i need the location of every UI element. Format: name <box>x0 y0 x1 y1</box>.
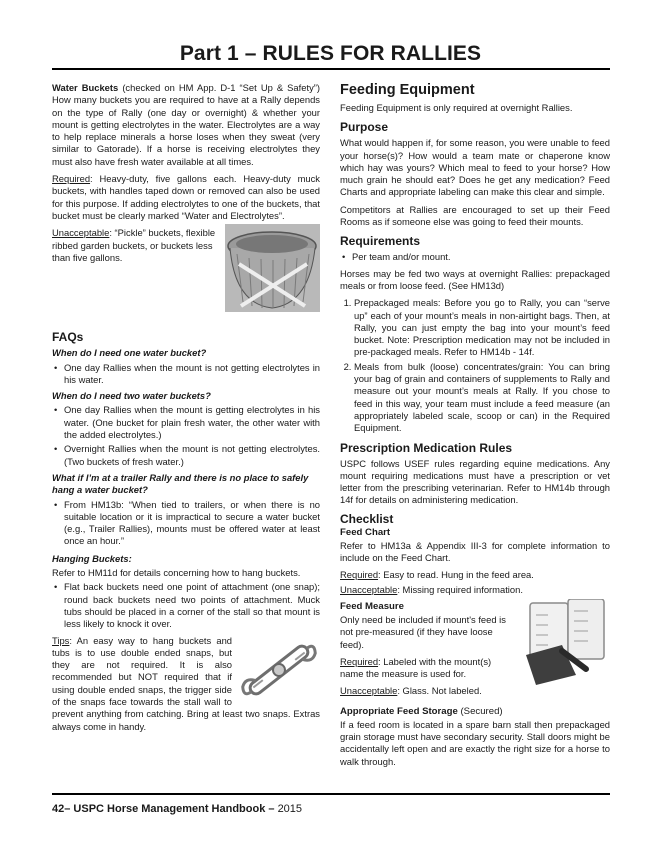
feed-chart-unacceptable: Unacceptable: Missing required information. <box>340 583 523 595</box>
feed-chart-heading: Feed Chart <box>340 526 391 538</box>
feeding-equipment-paragraph: Feeding Equipment is only required at overnight Rallies. <box>340 102 573 113</box>
purpose-paragraph-1: What would happen if, for some reason, you were unable to feed your horse(s)? How would a team mate or chaperone know which hay was yours? Which meal to feed to your horse? How much grain he should eat? Does he get any medication? Feed Charts and appropriate labeling can make this clear and simple. <box>340 137 610 198</box>
feed-measure-heading: Feed Measure <box>340 600 404 612</box>
purpose-heading: Purpose <box>340 120 389 135</box>
water-required-paragraph: Required: Heavy-duty, five gallons each. Heavy-duty muck buckets, with handles taped down or removed can also be used for this purpose. If adding electrolytes to one of the buckets, that bucket must be clearly marked “Water and Electrolytes”. <box>52 173 320 221</box>
requirements-heading: Requirements <box>340 234 421 249</box>
faqs-heading: FAQs <box>52 330 84 345</box>
feed-measure-required: Required: Labeled with the mount(s) name the measure is used for. <box>340 655 492 680</box>
checklist-heading: Checklist <box>340 511 394 526</box>
footer-rule <box>52 793 610 795</box>
list-item: • One day Rallies when the mount is getting electrolytes in his water. (One bucket for plain fresh water, the other water with the added electrolytes.) <box>64 404 320 441</box>
faq-answer-3-list <box>52 499 320 548</box>
faq-question-2: When do I need two water buckets? <box>52 390 211 402</box>
list-item: 1. Prepackaged meals: Before you go to Rally, you can “serve up” each of your mount’s meals in non-airtight bags. Then, at Rally, you can just empty the bag into your mount’s feed bucket. Note: Prescription medication may not be included in pre-packaged meals. Refer to HM14b - 14f. <box>354 297 610 358</box>
list-item: • Flat back buckets need one point of attachment (one snap); round back buckets need two points of attachment. Muck tubs should be placed in a corner of the stall so that mount is less likely to knock it over. <box>64 581 320 630</box>
hanging-buckets-paragraph: Refer to HM11d for details concerning how to hang buckets. <box>52 567 301 579</box>
list-item: • Overnight Rallies when the mount is not getting electrolytes. (Two buckets of fresh water.) <box>64 443 320 468</box>
list-item: • From HM13b: “When tied to trailers, or when there is no suitable location or it is impractical to secure a water bucket (e.g., Trailer Rallies), mounts must be offered water at least once an hour.” <box>64 499 320 548</box>
list-item: • Per team and/or mount. <box>352 251 610 263</box>
tips-paragraph: Tips: An easy way to hang buckets and tubs is to use double ended snaps, but they are not required. It is also recommended but NOT required that if using double ended snaps, the trigger side of the snaps face towards the stall wall to prevent anything from catching. Bring at least two snaps. Extras always come in handy. <box>52 634 320 732</box>
feed-measure-unacceptable: Unacceptable: Glass. Not labeled. <box>340 685 482 697</box>
hanging-buckets-heading: Hanging Buckets: <box>52 552 132 564</box>
purpose-paragraph-2: Competitors at Rallies are encouraged to set up their Feed Rooms as if someone else was going to feed their mounts. <box>340 203 610 228</box>
faq-answer-2-list <box>52 404 320 467</box>
feed-storage-heading: Appropriate Feed Storage (Secured) <box>340 705 503 717</box>
feed-measure-paragraph: Only need be included if mount's feed is not pre-measured (if they have loose feed). <box>340 613 506 650</box>
faq-question-1: When do I need one water bucket? <box>52 347 207 359</box>
water-unacceptable-paragraph: Unacceptable: “Pickle” buckets, flexible ribbed garden buckets, or buckets less than five gallons. <box>52 227 216 263</box>
bucket-photo <box>225 224 320 312</box>
page-footer: 42– USPC Horse Management Handbook – 2015 <box>52 803 303 815</box>
feed-storage-paragraph: If a feed room is located in a spare barn stall then prepackaged grain storage must have secondary security. Stall doors might be accidentally left open and are exactly the right size for a horse to walk through. <box>340 718 610 767</box>
faq-question-3: What if I’m at a trailer Rally and there is no place to safely hang a water bucket? <box>52 471 309 496</box>
prescription-heading: Prescription Medication Rules <box>340 440 513 455</box>
water-buckets-paragraph: Water Buckets (checked on HM App. D-1 “Set Up & Safety”) How many buckets you are required to have at a Rally depends on the type of Rally (one day or overnight) & whether your mount is getting electrolytes in the water. Electrolytes are a way to help replace minerals a horse loses when they sweat (very similar to Gatorade). If a horse is receiving electrolytes they must also have fresh water available at all times. <box>52 82 321 167</box>
hanging-buckets-list <box>52 581 320 630</box>
requirements-paragraph: Horses may be fed two ways at overnight Rallies: prepackaged meals or from loose feed. (See HM13d) <box>340 267 610 291</box>
left-column <box>52 82 320 738</box>
right-column <box>340 82 610 773</box>
page-title: Part 1 – RULES FOR RALLIES <box>179 42 482 65</box>
list-item: 2. Meals from bulk (loose) concentrates/grain: You can bring your bag of grain and containers of supplements to Rally and measure out your mount’s meals at Rally. If you chose to feed in this way, your team must include a feed measure (an appropriately labeled scale, scoop or can) in the Required Equipment. <box>354 361 610 435</box>
feed-chart-required: Required: Easy to read. Hung in the feed area. <box>340 569 534 581</box>
requirements-numbered-list <box>340 297 610 434</box>
feed-measure-photo <box>522 599 610 687</box>
feeding-equipment-heading: Feeding Equipment <box>340 82 475 98</box>
title-rule <box>52 68 610 70</box>
prescription-paragraph: USPC follows USEF rules regarding equine medications. Any mount requiring medications must have a prescription or vet letter from the prescribing veterinarian. Refer to HM14b through 14f for details on administering medication. <box>340 457 610 506</box>
list-item: • One day Rallies when the mount is not getting electrolytes in his water. <box>64 362 320 387</box>
double-ended-snap-photo <box>238 637 320 703</box>
faq-answer-1-list <box>52 362 320 387</box>
requirements-bullet-list <box>340 251 610 263</box>
feed-chart-paragraph: Refer to HM13a & Appendix III-3 for complete information to include on the Feed Chart. <box>340 539 610 564</box>
